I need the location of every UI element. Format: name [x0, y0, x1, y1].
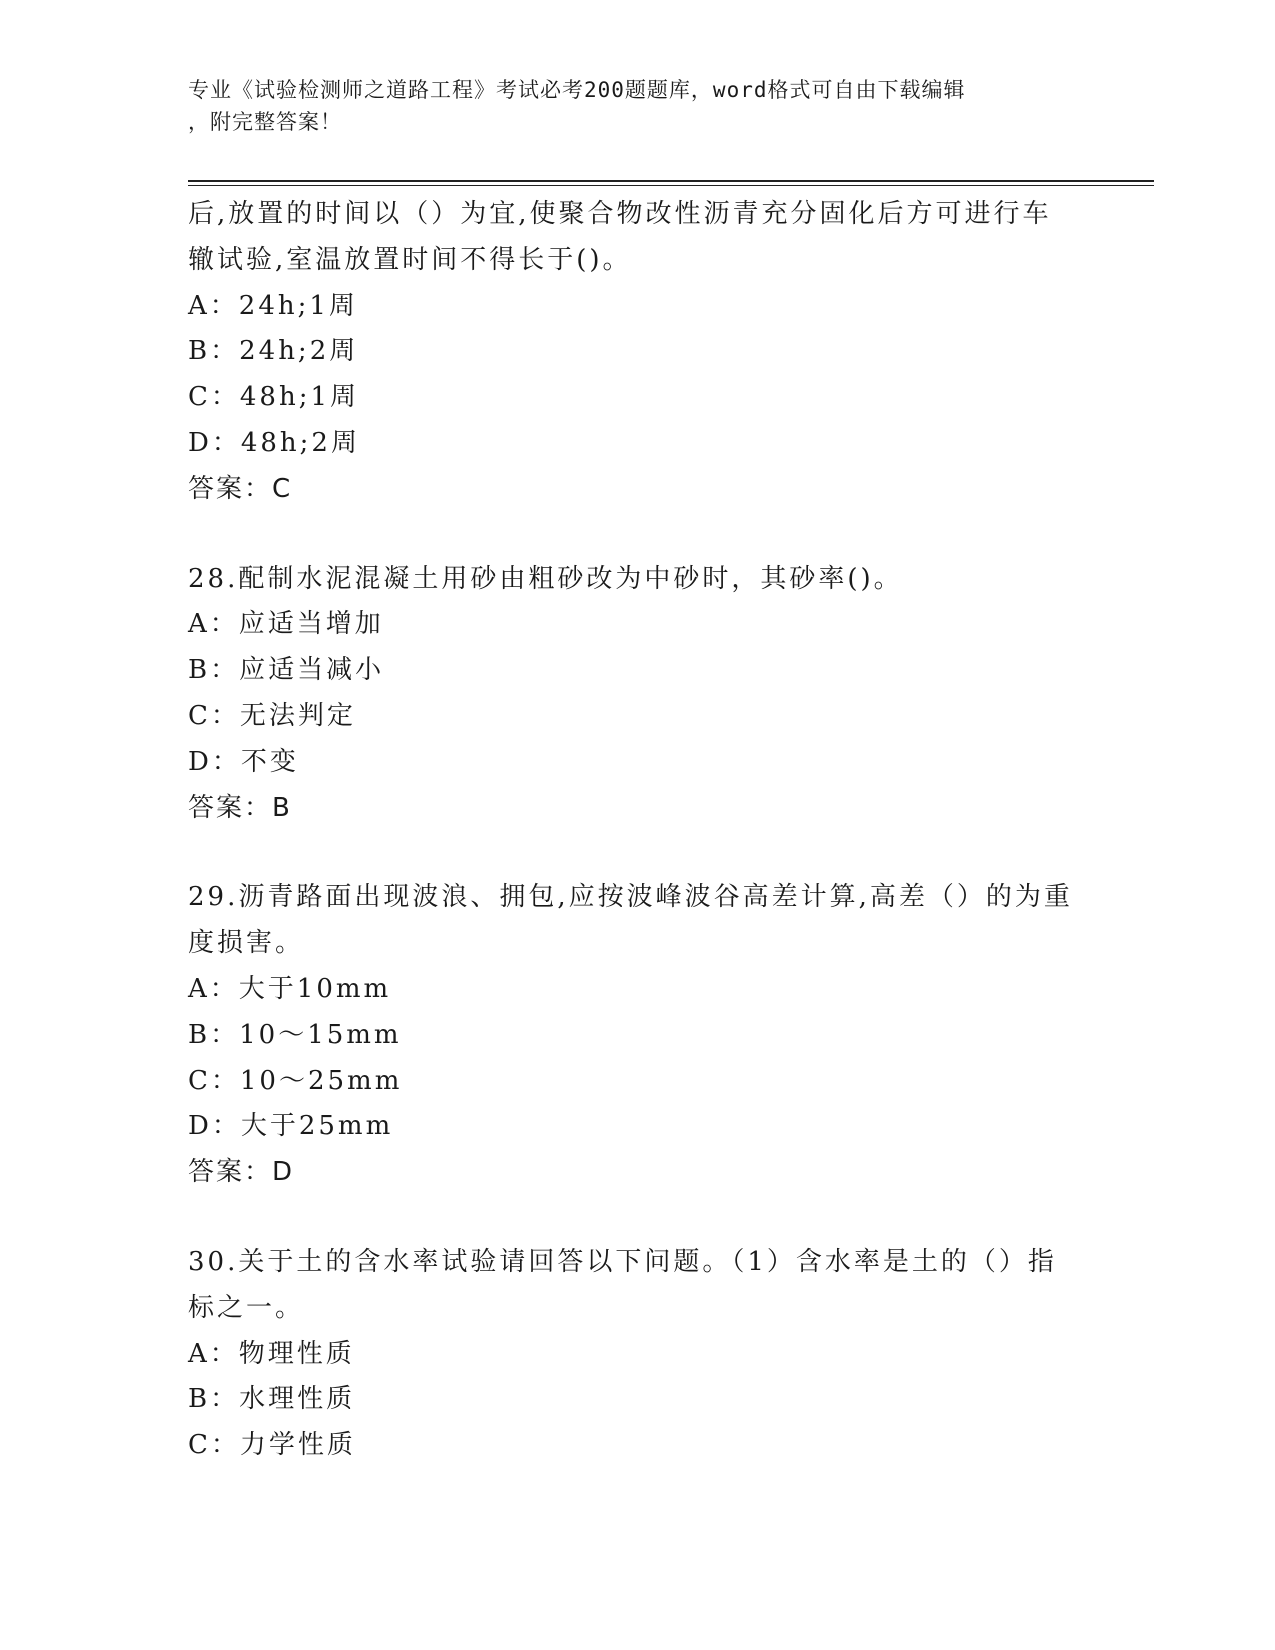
option-a: A：24h;1周	[188, 290, 358, 321]
question-list	[188, 192, 1088, 1469]
question-stem-line: 标之一。	[188, 1292, 305, 1323]
option-b: B：10～15mm	[188, 1019, 402, 1050]
question-stem-line: 30.关于土的含水率试验请回答以下问题。（1）含水率是土的（）指	[188, 1246, 1057, 1277]
option-c: C：10～25mm	[188, 1065, 403, 1096]
option-b: B：24h;2周	[188, 336, 359, 367]
option-a: A：应适当增加	[188, 609, 384, 640]
question-30	[188, 1240, 1088, 1469]
question-28	[188, 557, 1088, 832]
answer: 答案：B	[188, 792, 292, 823]
option-b: B：水理性质	[188, 1384, 356, 1415]
option-d: D：大于25mm	[188, 1111, 394, 1142]
document-header	[188, 74, 1068, 138]
option-c: C：力学性质	[188, 1430, 356, 1461]
option-b: B：应适当减小	[188, 655, 385, 686]
option-c: C：无法判定	[188, 700, 356, 731]
header-divider-thick	[188, 180, 1154, 182]
option-d: D：不变	[188, 746, 299, 777]
option-d: D：48h;2周	[188, 427, 360, 458]
answer: 答案：D	[188, 1157, 295, 1188]
header-line-2: ，附完整答案！	[188, 110, 342, 134]
option-a: A：大于10mm	[188, 973, 392, 1004]
answer: 答案：C	[188, 473, 293, 504]
question-stem-line: 后,放置的时间以（）为宜,使聚合物改性沥青充分固化后方可进行车	[188, 199, 1052, 229]
header-divider-thin	[188, 185, 1154, 186]
question-stem-line: 28.配制水泥混凝土用砂由粗砂改为中砂时，其砂率()。	[188, 563, 903, 594]
question-stem-line: 29.沥青路面出现波浪、拥包,应按波峰波谷高差计算,高差（）的为重	[188, 882, 1073, 913]
header-line-1: 专业《试验检测师之道路工程》考试必考200题题库，word格式可自由下载编辑	[188, 78, 966, 102]
option-a: A：物理性质	[188, 1338, 355, 1369]
question-29	[188, 875, 1088, 1196]
question-stem-line: 辙试验,室温放置时间不得长于()。	[188, 244, 632, 275]
question-27	[188, 192, 1088, 513]
option-c: C：48h;1周	[188, 382, 360, 413]
question-stem-line: 度损害。	[188, 928, 305, 959]
